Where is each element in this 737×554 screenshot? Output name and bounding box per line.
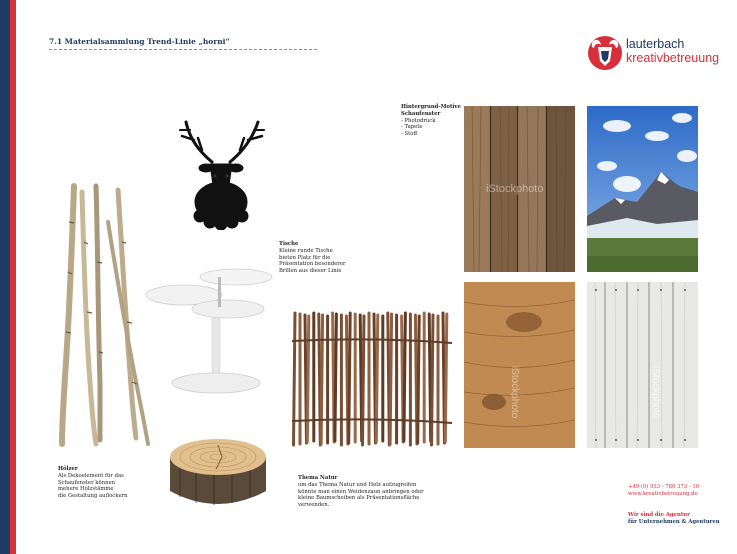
contact-phone: +49 (0) 933 - 780 373 - 10 [628, 484, 700, 490]
willow-stick [390, 314, 392, 444]
logo-text-lauterbach: lauterbach [626, 37, 685, 51]
tagline-line-2: für Unternehmen & Agenturen [628, 519, 720, 525]
caption-hoelzer [58, 466, 128, 500]
birch-branches-image [52, 182, 152, 448]
caption-hoelzer-line: die Gestaltung auflockern [58, 493, 128, 500]
willow-stick [321, 315, 323, 444]
caption-tische-line: Kleine runde Tische [279, 247, 333, 254]
side-stripe-red [10, 0, 16, 554]
caption-natur-line: kleine Baumscheiben als Präsentationsfläche [298, 495, 420, 502]
logo-text-kreativbetreuung: kreativbetreuung [626, 51, 720, 65]
willow-stick [418, 316, 420, 443]
watermark-text: iStockphoto [486, 183, 544, 195]
caption-hintergrund-item: - Stoff [401, 131, 418, 138]
caption-natur-line: könnte man einen Weidenzaun anbringen oder [298, 488, 424, 495]
willow-stick [294, 313, 296, 445]
title-divider [49, 49, 317, 50]
caption-hoelzer-line: Schaufenster können [58, 479, 116, 486]
caption-hintergrund [401, 104, 461, 138]
caption-hintergrund-title: Hintergrund-Motive [401, 104, 461, 110]
caption-hintergrund-item: - Tapete [401, 124, 423, 131]
caption-hoelzer-title: Hölzer [58, 466, 78, 472]
deer-head-trophy-image [176, 118, 266, 230]
contact-tagline [628, 512, 720, 526]
white-planks-image [587, 282, 698, 448]
willow-stick [404, 313, 406, 441]
caption-tische-line: bieten Platz für die [279, 254, 331, 261]
contact-web-link[interactable]: www.kreativbetreuung.de [628, 491, 698, 497]
caption-tische-title: Tische [279, 241, 299, 247]
caption-tische-line: Brillen aus dieser Linie [279, 268, 342, 275]
caption-hintergrund-item: - Photodruck [401, 117, 436, 124]
willow-stick [335, 314, 337, 441]
caption-natur-title: Thema Natur [298, 475, 338, 481]
tagline-line-1: Wir sind die Agentur [628, 512, 690, 518]
contact-info [628, 484, 699, 498]
willow-stick [307, 316, 309, 442]
wood-planks-image [464, 106, 575, 272]
wooden-board-image [464, 282, 575, 448]
ram-logo-icon [586, 35, 624, 71]
mountain-landscape-image [587, 106, 698, 272]
page-title: 7.1 Materialsammlung Trend-Linie „horni“ [49, 37, 230, 46]
caption-tische [279, 241, 345, 275]
caption-natur [298, 475, 424, 509]
willow-stick [349, 313, 351, 443]
willow-stick [363, 316, 365, 445]
caption-tische-line: Präsentation besonderer [279, 261, 346, 268]
white-round-table-image [144, 265, 276, 399]
caption-natur-line: verwenden. [298, 502, 330, 509]
brand-logo [586, 35, 720, 71]
watermark-text: iStockphoto [650, 366, 661, 419]
caption-hoelzer-line: Als Dekoelement für das [58, 472, 124, 479]
caption-natur-line: um das Thema Natur und Holz aufzugreifen [298, 481, 417, 488]
caption-hoelzer-line: mehere Holzstämme [58, 486, 114, 493]
willow-fence-image [292, 311, 452, 449]
caption-hintergrund-subtitle: Schaufenster [401, 110, 441, 117]
side-bar-navy [0, 0, 10, 554]
tree-stump-image [168, 437, 268, 511]
watermark-text: iStockphoto [509, 366, 520, 419]
willow-stick [376, 315, 378, 442]
willow-stick [432, 315, 434, 445]
